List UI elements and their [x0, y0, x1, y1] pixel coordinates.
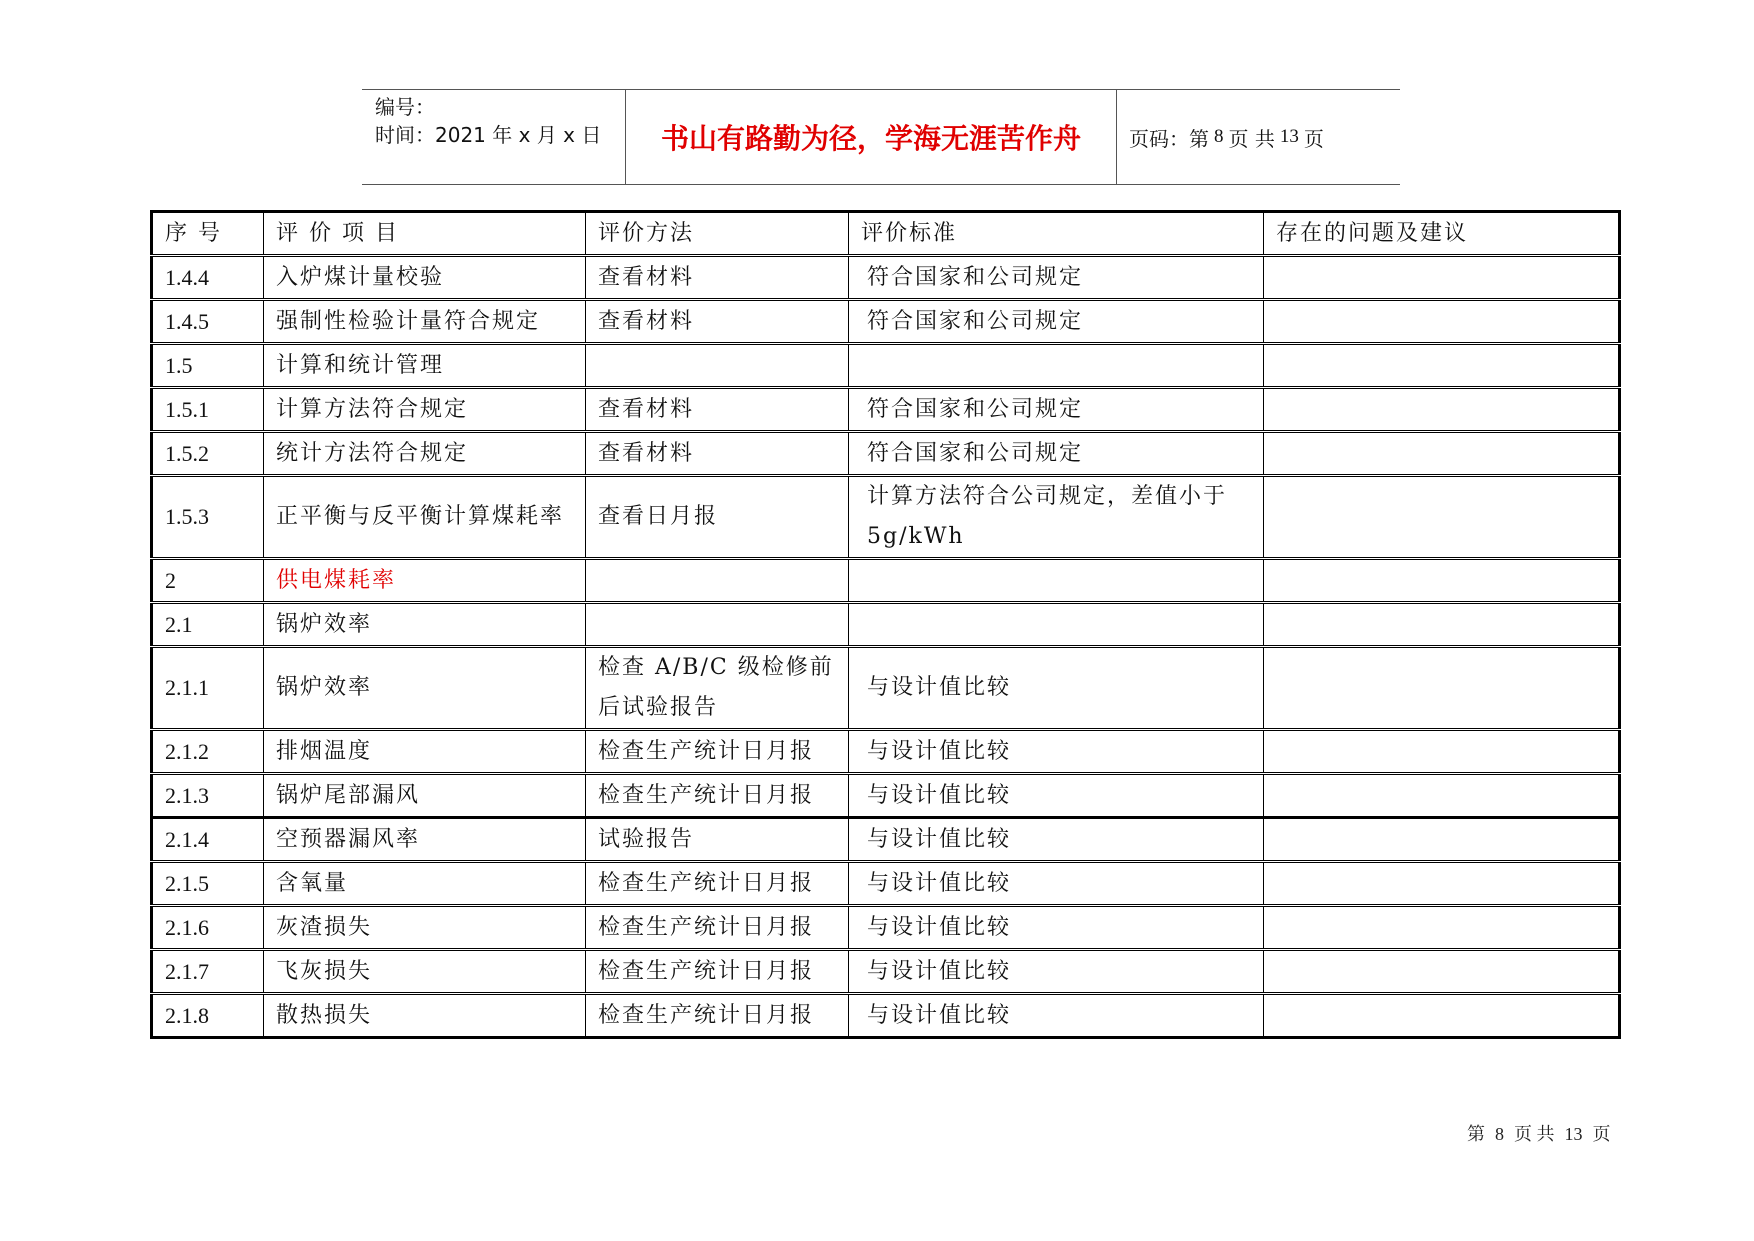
row-item: 入炉煤计量校验: [264, 256, 586, 300]
row-standard: 与设计值比较: [849, 994, 1264, 1038]
row-item: 散热损失: [264, 994, 586, 1038]
row-number: 2.1.1: [152, 647, 264, 730]
table-row: [152, 388, 1620, 432]
row-issue: [1264, 256, 1620, 300]
row-item: 飞灰损失: [264, 950, 586, 994]
row-method: 检查生产统计日月报: [586, 730, 849, 774]
header-motto: 书山有路勤为径，学海无涯苦作舟: [626, 90, 1117, 184]
row-method: 查看日月报: [586, 476, 849, 559]
row-item: 供电煤耗率: [264, 559, 586, 603]
row-method: 检查生产统计日月报: [586, 994, 849, 1038]
evaluation-table: [150, 210, 1621, 1039]
row-standard: 符合国家和公司规定: [849, 256, 1264, 300]
table-header-row: [152, 212, 1620, 256]
row-issue: [1264, 730, 1620, 774]
row-number: 2.1: [152, 603, 264, 647]
row-item: 正平衡与反平衡计算煤耗率: [264, 476, 586, 559]
row-method: 试验报告: [586, 818, 849, 862]
row-issue: [1264, 603, 1620, 647]
page-current: 8: [1214, 126, 1224, 147]
row-method: [586, 344, 849, 388]
table-row: [152, 818, 1620, 862]
row-standard: 与设计值比较: [849, 862, 1264, 906]
footer-current: 8: [1495, 1124, 1504, 1144]
row-item: 锅炉效率: [264, 603, 586, 647]
row-method: 检查生产统计日月报: [586, 950, 849, 994]
row-method: [586, 559, 849, 603]
row-method: 检查 A/B/C 级检修前后试验报告: [586, 647, 849, 730]
table-row: [152, 906, 1620, 950]
header-cell-issue: 存在的问题及建议: [1264, 212, 1620, 256]
row-item: 锅炉效率: [264, 647, 586, 730]
row-item: 锅炉尾部漏风: [264, 774, 586, 818]
row-standard: [849, 559, 1264, 603]
row-item: 含氧量: [264, 862, 586, 906]
row-number: 2.1.7: [152, 950, 264, 994]
table-row: [152, 432, 1620, 476]
table-row: [152, 603, 1620, 647]
row-issue: [1264, 300, 1620, 344]
row-item: 灰渣损失: [264, 906, 586, 950]
page-header: [362, 89, 1400, 185]
row-method: [586, 603, 849, 647]
table-row: [152, 344, 1620, 388]
row-issue: [1264, 432, 1620, 476]
row-standard: 与设计值比较: [849, 647, 1264, 730]
row-method: 查看材料: [586, 388, 849, 432]
row-issue: [1264, 950, 1620, 994]
header-cell-method: 评价方法: [586, 212, 849, 256]
row-number: 1.5: [152, 344, 264, 388]
page-prefix: 页码：第: [1129, 126, 1209, 151]
row-number: 2.1.8: [152, 994, 264, 1038]
header-cell-standard: 评价标准: [849, 212, 1264, 256]
row-item: 排烟温度: [264, 730, 586, 774]
row-issue: [1264, 906, 1620, 950]
row-method: 检查生产统计日月报: [586, 862, 849, 906]
table-row: [152, 559, 1620, 603]
row-method: 检查生产统计日月报: [586, 774, 849, 818]
row-issue: [1264, 647, 1620, 730]
row-issue: [1264, 476, 1620, 559]
row-item: 空预器漏风率: [264, 818, 586, 862]
footer-mid: 页 共: [1514, 1124, 1555, 1144]
table-row: [152, 994, 1620, 1038]
row-standard: 符合国家和公司规定: [849, 432, 1264, 476]
row-standard: 与设计值比较: [849, 818, 1264, 862]
document-time: 时间：2021 年 x 月 x 日: [375, 123, 602, 147]
row-item: 统计方法符合规定: [264, 432, 586, 476]
row-standard: 计算方法符合公司规定，差值小于 5g/kWh: [849, 476, 1264, 559]
row-issue: [1264, 344, 1620, 388]
row-standard: 与设计值比较: [849, 774, 1264, 818]
row-method: 查看材料: [586, 300, 849, 344]
row-method: 查看材料: [586, 256, 849, 300]
row-number: 2.1.4: [152, 818, 264, 862]
row-method: 查看材料: [586, 432, 849, 476]
row-number: 1.4.5: [152, 300, 264, 344]
table-row: [152, 476, 1620, 559]
header-meta: [362, 90, 626, 184]
row-number: 1.5.1: [152, 388, 264, 432]
footer-prefix: 第: [1467, 1124, 1485, 1144]
table-row: [152, 950, 1620, 994]
row-issue: [1264, 559, 1620, 603]
page-suffix: 页: [1303, 126, 1324, 151]
page-footer: [1462, 1120, 1616, 1146]
row-issue: [1264, 818, 1620, 862]
row-item: 计算方法符合规定: [264, 388, 586, 432]
table-row: [152, 730, 1620, 774]
footer-total: 13: [1564, 1124, 1583, 1144]
row-standard: [849, 344, 1264, 388]
row-method: 检查生产统计日月报: [586, 906, 849, 950]
header-page-counter: [1117, 90, 1400, 184]
row-standard: 与设计值比较: [849, 950, 1264, 994]
row-number: 1.5.3: [152, 476, 264, 559]
row-number: 1.4.4: [152, 256, 264, 300]
row-item: 计算和统计管理: [264, 344, 586, 388]
footer-suffix: 页: [1592, 1124, 1611, 1144]
row-number: 2: [152, 559, 264, 603]
table-row: [152, 300, 1620, 344]
document-number-label: 编号：: [375, 95, 435, 119]
row-standard: 与设计值比较: [849, 730, 1264, 774]
row-standard: [849, 603, 1264, 647]
page-mid: 页 共: [1228, 126, 1275, 151]
header-cell-no: 序 号: [152, 212, 264, 256]
header-cell-item: 评 价 项 目: [264, 212, 586, 256]
row-number: 2.1.6: [152, 906, 264, 950]
table-row: [152, 256, 1620, 300]
row-issue: [1264, 774, 1620, 818]
row-number: 2.1.2: [152, 730, 264, 774]
row-standard: 符合国家和公司规定: [849, 388, 1264, 432]
row-standard: 与设计值比较: [849, 906, 1264, 950]
page-total: 13: [1279, 126, 1299, 147]
row-issue: [1264, 994, 1620, 1038]
row-standard: 符合国家和公司规定: [849, 300, 1264, 344]
row-number: 1.5.2: [152, 432, 264, 476]
table-row: [152, 774, 1620, 818]
table-row: [152, 862, 1620, 906]
row-issue: [1264, 862, 1620, 906]
row-issue: [1264, 388, 1620, 432]
row-number: 2.1.3: [152, 774, 264, 818]
row-item: 强制性检验计量符合规定: [264, 300, 586, 344]
row-number: 2.1.5: [152, 862, 264, 906]
table-row: [152, 647, 1620, 730]
